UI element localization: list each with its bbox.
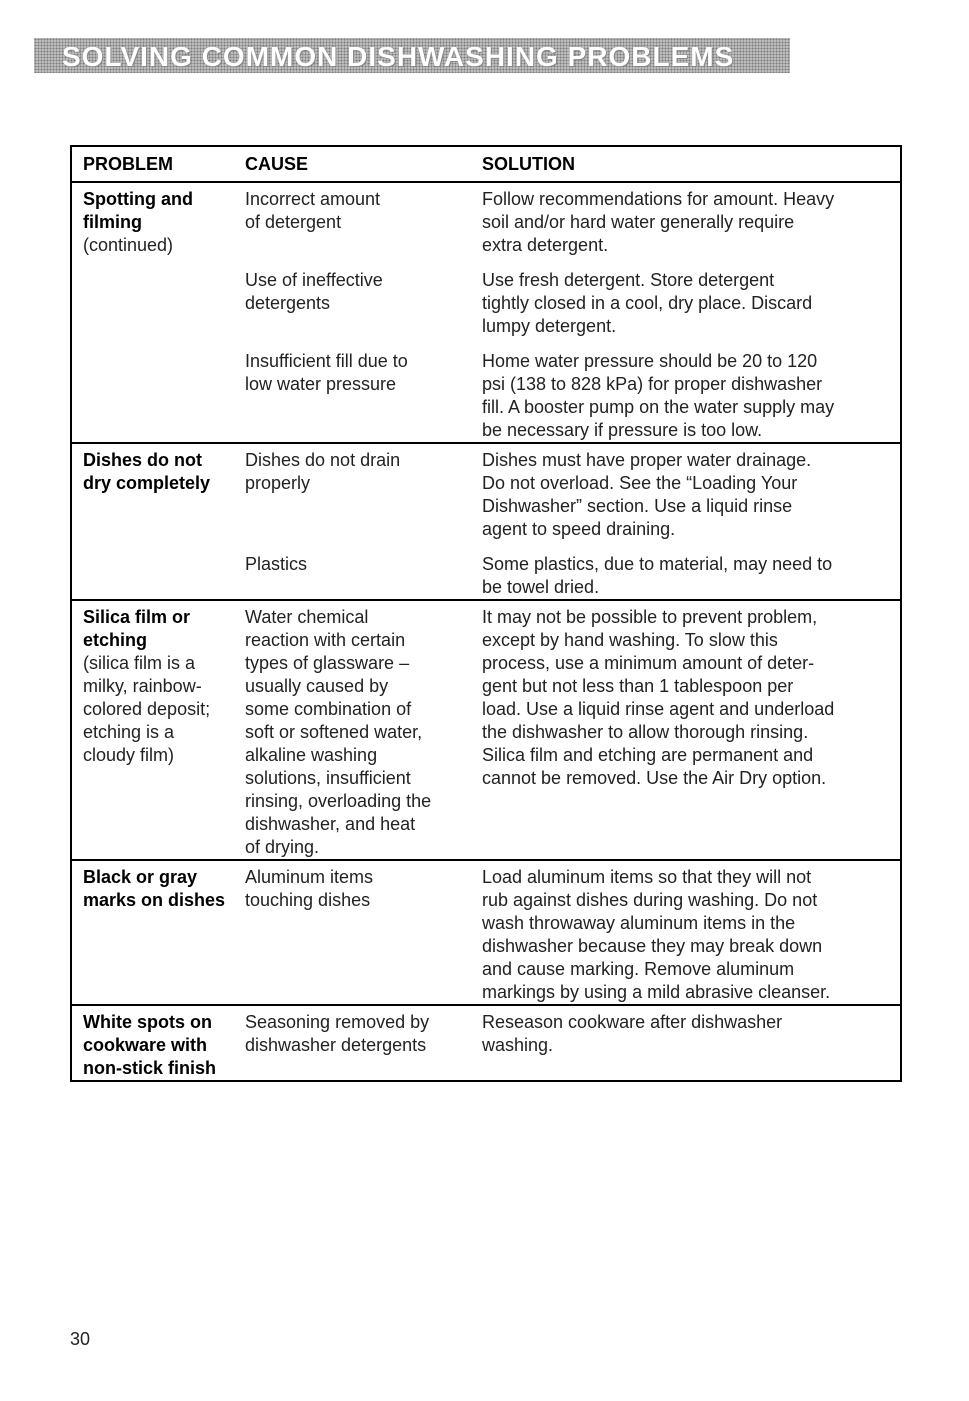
- cause-solution-entry: [245, 188, 900, 257]
- page-number: 30: [70, 1329, 91, 1349]
- cause-solution-entry: [245, 1011, 900, 1057]
- header-problem: PROBLEM: [83, 153, 173, 174]
- problem-cell: [72, 1011, 245, 1080]
- problem-note: (continued): [83, 235, 174, 255]
- cause-text: Use of ineffective detergents: [245, 270, 383, 313]
- solution-text: Use fresh detergent. Store detergent tightly closed in a cool, dry place. Discard lumpy detergent.: [482, 270, 813, 336]
- cause-solution-list: [245, 606, 900, 859]
- header-solution: SOLUTION: [482, 153, 575, 174]
- table-body: [72, 183, 900, 1080]
- problem-title: White spots on cookware with non-stick finish: [83, 1012, 217, 1078]
- solution-text: Load aluminum items so that they will not rub against dishes during washing. Do not wash throwaway aluminum items in the dishwasher because they may break down and cause marking. Remove aluminum markings by using a mild abrasive cleanser.: [482, 867, 831, 1002]
- troubleshooting-table: [70, 145, 902, 1082]
- cause-solution-entry: [245, 606, 900, 859]
- table-row: [72, 183, 900, 444]
- problem-title: Black or gray marks on dishes: [83, 867, 226, 910]
- cause-solution-entry: [245, 350, 900, 442]
- cause-text: Aluminum items touching dishes: [245, 867, 374, 910]
- problem-cell: [72, 449, 245, 599]
- section-banner: [34, 38, 790, 73]
- table-header-row: [72, 147, 900, 183]
- cause-solution-entry: [245, 866, 900, 1004]
- solution-text: Follow recommendations for amount. Heavy soil and/or hard water generally require extra detergent.: [482, 189, 835, 255]
- problem-title: Spotting and filming: [83, 189, 193, 232]
- solution-text: Reseason cookware after dishwasher washing.: [482, 1012, 783, 1055]
- problem-note: (silica film is a milky, rainbow- colored deposit; etching is a cloudy film): [83, 653, 211, 765]
- problem-cell: [72, 866, 245, 1004]
- problem-title: Silica film or etching: [83, 607, 191, 650]
- cause-text: Plastics: [245, 554, 308, 574]
- cause-text: Insufficient fill due to low water pressure: [245, 351, 408, 394]
- banner-title: SOLVING COMMON DISHWASHING PROBLEMS: [62, 41, 735, 72]
- cause-solution-list: [245, 449, 900, 599]
- cause-solution-list: [245, 188, 900, 442]
- cause-text: Incorrect amount of detergent: [245, 189, 381, 232]
- solution-text: Home water pressure should be 20 to 120 psi (138 to 828 kPa) for proper dishwasher fill. A booster pump on the water supply may be necessary if pressure is too low.: [482, 351, 835, 440]
- cause-solution-list: [245, 866, 900, 1004]
- table-row: [72, 1006, 900, 1080]
- cause-solution-entry: [245, 269, 900, 338]
- cause-solution-entry: [245, 553, 900, 599]
- cause-text: Dishes do not drain properly: [245, 450, 401, 493]
- solution-text: Dishes must have proper water drainage. Do not overload. See the “Loading Your Dishwasher” section. Use a liquid rinse agent to speed draining.: [482, 450, 812, 539]
- problem-cell: [72, 606, 245, 859]
- header-cause: CAUSE: [245, 153, 309, 174]
- cause-solution-entry: [245, 449, 900, 541]
- table-row: [72, 861, 900, 1006]
- solution-text: It may not be possible to prevent problem, except by hand washing. To slow this process, use a minimum amount of deter- gent but not less than 1 tablespoon per load. Use a liquid rinse agent and underload the dishwasher to allow thorough rinsing. Silica film and etching are permanent and cannot be removed. Use the Air Dry option.: [482, 607, 835, 788]
- solution-text: Some plastics, due to material, may need to be towel dried.: [482, 554, 833, 597]
- table-row: [72, 444, 900, 601]
- problem-title: Dishes do not dry completely: [83, 450, 211, 493]
- table-row: [72, 601, 900, 861]
- problem-cell: [72, 188, 245, 442]
- cause-text: Seasoning removed by dishwasher detergents: [245, 1012, 430, 1055]
- cause-solution-list: [245, 1011, 900, 1080]
- cause-text: Water chemical reaction with certain types of glassware – usually caused by some combination of soft or softened water, alkaline washing solutions, insufficient rinsing, overloading the dishwasher, and heat of drying.: [245, 607, 432, 857]
